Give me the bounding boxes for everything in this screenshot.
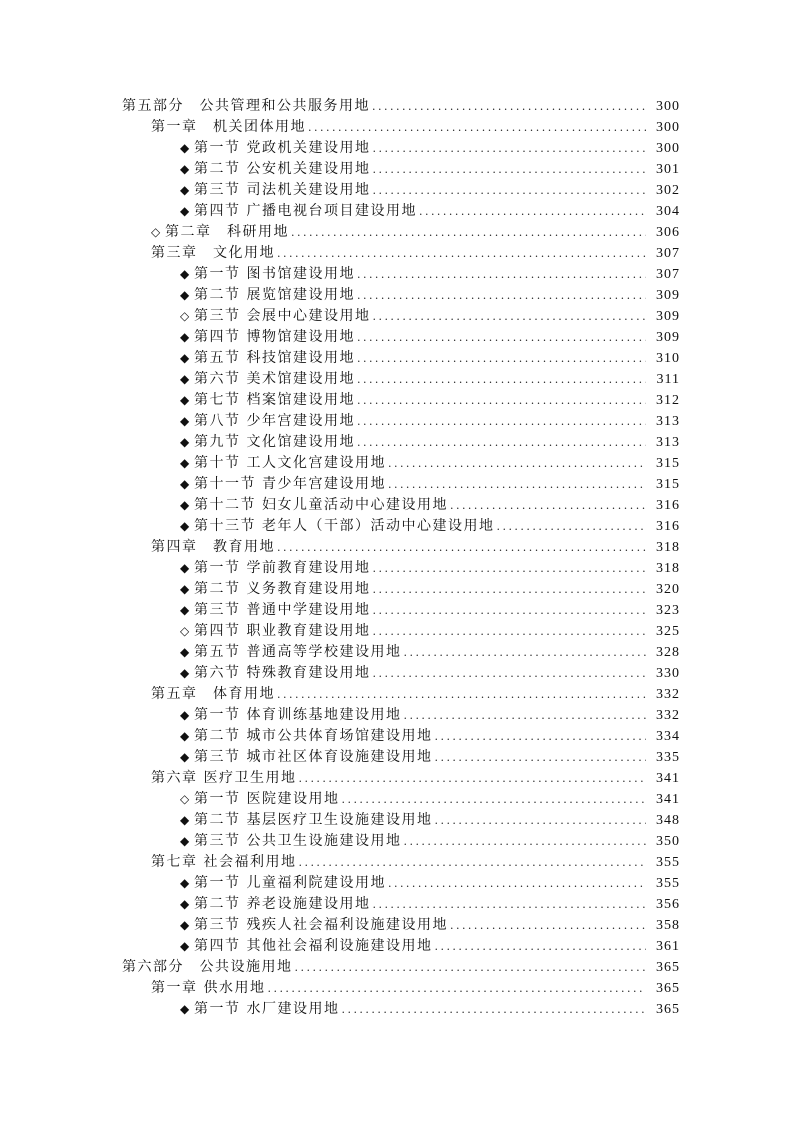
toc-section[interactable]	[0, 705, 800, 726]
toc-entry-title: 第一节 党政机关建设用地	[194, 140, 371, 156]
toc-section[interactable]	[0, 138, 800, 159]
toc-page-number: 335	[656, 750, 680, 765]
toc-chapter[interactable]	[0, 537, 800, 558]
dot-leader	[419, 201, 646, 222]
toc-chapter[interactable]	[0, 852, 800, 873]
filled-diamond-icon: ◆	[180, 498, 190, 512]
dot-leader	[388, 453, 646, 474]
filled-diamond-icon: ◆	[180, 897, 190, 911]
filled-diamond-icon: ◆	[180, 603, 190, 617]
dot-leader	[357, 411, 646, 432]
dot-leader	[434, 936, 646, 957]
toc-page-number: 341	[656, 792, 680, 807]
filled-diamond-icon: ◆	[180, 813, 190, 827]
toc-entry-title: 第一章 供水用地	[151, 980, 266, 996]
toc-page-number: 302	[656, 183, 680, 198]
toc-part[interactable]	[0, 96, 800, 117]
toc-entry-title: 第一节 医院建设用地	[194, 791, 340, 807]
toc-section[interactable]	[0, 747, 800, 768]
dot-leader	[372, 600, 646, 621]
dot-leader	[277, 684, 646, 705]
filled-diamond-icon: ◆	[180, 876, 190, 890]
dot-leader	[403, 642, 646, 663]
dot-leader	[434, 810, 646, 831]
toc-section[interactable]	[0, 474, 800, 495]
dot-leader	[298, 852, 646, 873]
toc-page-number: 358	[656, 918, 680, 933]
filled-diamond-icon: ◆	[180, 141, 190, 155]
toc-entry-title: 第三节 城市社区体育设施建设用地	[194, 749, 433, 765]
toc-section[interactable]	[0, 327, 800, 348]
toc-page-number: 306	[656, 225, 680, 240]
toc-entry-title: 第三节 残疾人社会福利设施建设用地	[194, 917, 448, 933]
filled-diamond-icon: ◆	[180, 729, 190, 743]
table-of-contents	[0, 96, 800, 1020]
dot-leader	[357, 348, 646, 369]
toc-entry-title: 第五节 科技馆建设用地	[194, 350, 355, 366]
hollow-diamond-icon: ◇	[180, 624, 190, 638]
toc-section[interactable]	[0, 873, 800, 894]
toc-section[interactable]	[0, 516, 800, 537]
filled-diamond-icon: ◆	[180, 372, 190, 386]
toc-entry-title: 第一节 水厂建设用地	[194, 1001, 340, 1017]
toc-page-number: 361	[656, 939, 680, 954]
dot-leader	[357, 285, 646, 306]
toc-page-number: 355	[656, 876, 680, 891]
dot-leader	[372, 96, 646, 117]
toc-page-number: 309	[656, 330, 680, 345]
toc-entry-title: 第六部分 公共设施用地	[122, 959, 293, 975]
dot-leader	[496, 516, 646, 537]
toc-entry-title: 第七节 档案馆建设用地	[194, 392, 355, 408]
dot-leader	[295, 957, 647, 978]
toc-entry-title: 第二节 展览馆建设用地	[194, 287, 355, 303]
filled-diamond-icon: ◆	[180, 435, 190, 449]
toc-entry-title: 第四章 教育用地	[151, 539, 275, 555]
toc-entry-title: 第三章 文化用地	[151, 245, 275, 261]
toc-section[interactable]	[0, 579, 800, 600]
toc-page-number: 313	[656, 435, 680, 450]
toc-page-number: 365	[656, 981, 680, 996]
toc-entry-title: 第五节 普通高等学校建设用地	[194, 644, 402, 660]
filled-diamond-icon: ◆	[180, 456, 190, 470]
toc-entry-title: 第九节 文化馆建设用地	[194, 434, 355, 450]
dot-leader	[291, 222, 646, 243]
toc-section[interactable]	[0, 201, 800, 222]
filled-diamond-icon: ◆	[180, 351, 190, 365]
filled-diamond-icon: ◆	[180, 918, 190, 932]
dot-leader	[388, 474, 646, 495]
toc-page-number: 300	[656, 99, 680, 114]
toc-entry-title: 第二节 义务教育建设用地	[194, 581, 371, 597]
filled-diamond-icon: ◆	[180, 582, 190, 596]
dot-leader	[450, 915, 646, 936]
toc-entry-title: 第三节 会展中心建设用地	[194, 308, 371, 324]
toc-section[interactable]	[0, 726, 800, 747]
dot-leader	[450, 495, 646, 516]
toc-entry-title: 第五章 体育用地	[151, 686, 275, 702]
toc-page-number: 307	[656, 246, 680, 261]
toc-section[interactable]	[0, 915, 800, 936]
toc-entry-title: 第四节 其他社会福利设施建设用地	[194, 938, 433, 954]
toc-page-number: 323	[656, 603, 680, 618]
toc-page-number: 328	[656, 645, 680, 660]
toc-entry-title: 第十三节 老年人（干部）活动中心建设用地	[194, 518, 495, 534]
filled-diamond-icon: ◆	[180, 288, 190, 302]
toc-entry-title: 第二章 科研用地	[165, 224, 289, 240]
toc-chapter[interactable]	[0, 978, 800, 999]
toc-entry-title: 第十二节 妇女儿童活动中心建设用地	[194, 497, 448, 513]
filled-diamond-icon: ◆	[180, 561, 190, 575]
toc-section[interactable]	[0, 831, 800, 852]
toc-chapter[interactable]	[0, 684, 800, 705]
toc-page-number: 330	[656, 666, 680, 681]
toc-page-number: 332	[656, 687, 680, 702]
toc-page-number: 334	[656, 729, 680, 744]
dot-leader	[341, 999, 646, 1020]
filled-diamond-icon: ◆	[180, 267, 190, 281]
toc-page-number: 348	[656, 813, 680, 828]
filled-diamond-icon: ◆	[180, 666, 190, 680]
toc-page-number: 300	[656, 141, 680, 156]
toc-page-number: 316	[656, 498, 680, 513]
dot-leader	[357, 369, 646, 390]
dot-leader	[372, 621, 646, 642]
toc-entry-title: 第四节 职业教育建设用地	[194, 623, 371, 639]
filled-diamond-icon: ◆	[180, 939, 190, 953]
dot-leader	[341, 789, 646, 810]
toc-entry-title: 第三节 普通中学建设用地	[194, 602, 371, 618]
toc-section[interactable]	[0, 789, 800, 810]
toc-section[interactable]	[0, 159, 800, 180]
toc-chapter[interactable]	[0, 243, 800, 264]
toc-section[interactable]	[0, 894, 800, 915]
toc-page-number: 350	[656, 834, 680, 849]
dot-leader	[357, 264, 646, 285]
toc-section[interactable]	[0, 306, 800, 327]
toc-page-number: 307	[656, 267, 680, 282]
toc-section[interactable]	[0, 558, 800, 579]
filled-diamond-icon: ◆	[180, 645, 190, 659]
toc-section[interactable]	[0, 663, 800, 684]
dot-leader	[308, 117, 646, 138]
filled-diamond-icon: ◆	[180, 834, 190, 848]
toc-page-number: 318	[656, 540, 680, 555]
toc-entry-title: 第四节 博物馆建设用地	[194, 329, 355, 345]
toc-entry-title: 第一节 学前教育建设用地	[194, 560, 371, 576]
toc-section[interactable]	[0, 180, 800, 201]
toc-page-number: 310	[656, 351, 680, 366]
toc-page-number: 312	[656, 393, 680, 408]
dot-leader	[403, 705, 646, 726]
toc-section[interactable]	[0, 453, 800, 474]
toc-entry-title: 第六章 医疗卫生用地	[151, 770, 297, 786]
filled-diamond-icon: ◆	[180, 708, 190, 722]
toc-chapter[interactable]	[0, 117, 800, 138]
dot-leader	[372, 894, 646, 915]
toc-entry-title: 第六节 美术馆建设用地	[194, 371, 355, 387]
toc-page-number: 300	[656, 120, 680, 135]
dot-leader	[372, 558, 646, 579]
dot-leader	[372, 579, 646, 600]
dot-leader	[372, 663, 646, 684]
toc-page-number: 311	[656, 372, 680, 387]
dot-leader	[403, 831, 646, 852]
toc-page-number: 355	[656, 855, 680, 870]
toc-entry-title: 第八节 少年宫建设用地	[194, 413, 355, 429]
toc-entry-title: 第二节 公安机关建设用地	[194, 161, 371, 177]
dot-leader	[434, 747, 646, 768]
toc-entry-title: 第十一节 青少年宫建设用地	[194, 476, 386, 492]
toc-entry-title: 第十节 工人文化宫建设用地	[194, 455, 386, 471]
toc-section[interactable]	[0, 600, 800, 621]
hollow-diamond-icon: ◇	[180, 792, 190, 806]
toc-entry-title: 第六节 特殊教育建设用地	[194, 665, 371, 681]
toc-section[interactable]	[0, 642, 800, 663]
toc-entry-title: 第二节 基层医疗卫生设施建设用地	[194, 812, 433, 828]
toc-entry-title: 第一章 机关团体用地	[151, 119, 306, 135]
filled-diamond-icon: ◆	[180, 393, 190, 407]
toc-section[interactable]	[0, 621, 800, 642]
dot-leader	[357, 390, 646, 411]
dot-leader	[388, 873, 646, 894]
toc-page-number: 315	[656, 456, 680, 471]
toc-section[interactable]	[0, 348, 800, 369]
toc-section[interactable]	[0, 999, 800, 1020]
toc-page-number: 356	[656, 897, 680, 912]
toc-section[interactable]	[0, 936, 800, 957]
filled-diamond-icon: ◆	[180, 204, 190, 218]
dot-leader	[357, 432, 646, 453]
toc-entry-title: 第二节 养老设施建设用地	[194, 896, 371, 912]
toc-entry-title: 第三节 公共卫生设施建设用地	[194, 833, 402, 849]
toc-section[interactable]	[0, 264, 800, 285]
toc-section[interactable]	[0, 495, 800, 516]
filled-diamond-icon: ◆	[180, 750, 190, 764]
hollow-diamond-icon: ◇	[151, 225, 161, 239]
toc-entry-title: 第五部分 公共管理和公共服务用地	[122, 98, 370, 114]
toc-entry-title: 第二节 城市公共体育场馆建设用地	[194, 728, 433, 744]
dot-leader	[372, 180, 646, 201]
toc-page-number: 365	[656, 1002, 680, 1017]
hollow-diamond-icon: ◇	[180, 309, 190, 323]
toc-section[interactable]	[0, 390, 800, 411]
toc-page-number: 301	[656, 162, 680, 177]
toc-page-number: 309	[656, 288, 680, 303]
toc-entry-title: 第四节 广播电视台项目建设用地	[194, 203, 417, 219]
dot-leader	[372, 159, 646, 180]
dot-leader	[372, 306, 646, 327]
dot-leader	[267, 978, 646, 999]
toc-page-number: 341	[656, 771, 680, 786]
toc-section[interactable]	[0, 285, 800, 306]
toc-entry-title: 第一节 体育训练基地建设用地	[194, 707, 402, 723]
filled-diamond-icon: ◆	[180, 477, 190, 491]
toc-entry-title: 第一节 图书馆建设用地	[194, 266, 355, 282]
toc-page-number: 320	[656, 582, 680, 597]
toc-page-number: 325	[656, 624, 680, 639]
toc-chapter[interactable]	[0, 222, 800, 243]
filled-diamond-icon: ◆	[180, 330, 190, 344]
filled-diamond-icon: ◆	[180, 414, 190, 428]
toc-page-number: 313	[656, 414, 680, 429]
dot-leader	[277, 537, 646, 558]
dot-leader	[434, 726, 646, 747]
toc-section[interactable]	[0, 432, 800, 453]
toc-page-number: 304	[656, 204, 680, 219]
toc-part[interactable]	[0, 957, 800, 978]
toc-page-number: 309	[656, 309, 680, 324]
toc-page-number: 318	[656, 561, 680, 576]
toc-page-number: 315	[656, 477, 680, 492]
toc-chapter[interactable]	[0, 768, 800, 789]
dot-leader	[357, 327, 646, 348]
toc-section[interactable]	[0, 411, 800, 432]
filled-diamond-icon: ◆	[180, 1002, 190, 1016]
filled-diamond-icon: ◆	[180, 162, 190, 176]
dot-leader	[277, 243, 646, 264]
toc-section[interactable]	[0, 810, 800, 831]
toc-entry-title: 第三节 司法机关建设用地	[194, 182, 371, 198]
toc-section[interactable]	[0, 369, 800, 390]
filled-diamond-icon: ◆	[180, 519, 190, 533]
toc-entry-title: 第七章 社会福利用地	[151, 854, 297, 870]
toc-entry-title: 第一节 儿童福利院建设用地	[194, 875, 386, 891]
dot-leader	[372, 138, 646, 159]
filled-diamond-icon: ◆	[180, 183, 190, 197]
dot-leader	[298, 768, 646, 789]
toc-page-number: 316	[656, 519, 680, 534]
toc-page-number: 365	[656, 960, 680, 975]
toc-page-number: 332	[656, 708, 680, 723]
